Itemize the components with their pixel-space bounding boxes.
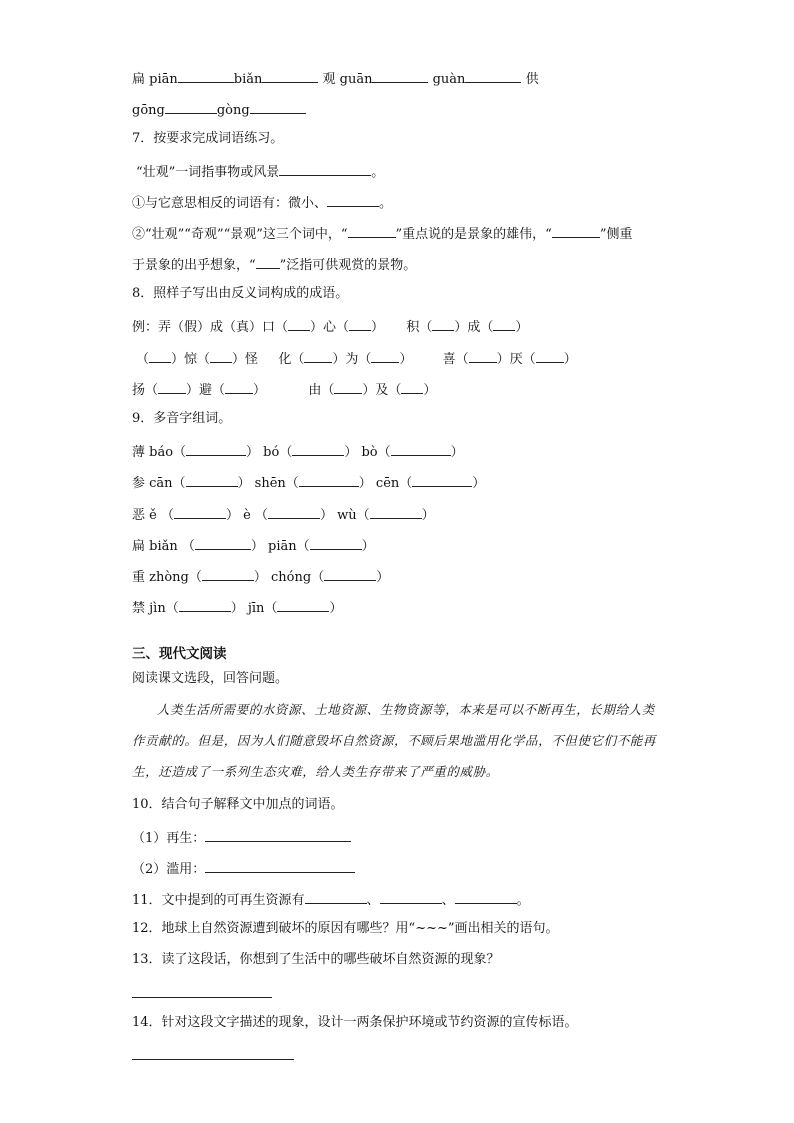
text: ） [329,601,343,616]
q8-title: 8．照样子写出由反义词构成的成语。 [132,286,349,301]
text: 薄 báo（ [132,445,187,460]
text: ） piān（ [250,539,310,554]
answer-blank[interactable] [432,316,454,331]
text: ） bò（ [344,445,391,460]
answer-blank[interactable] [401,379,423,394]
answer-blank[interactable] [391,441,451,456]
answer-blank[interactable] [205,858,355,873]
text: guàn [432,72,466,87]
q12: 12．地球上自然资源遭到破坏的原因有哪些？用“~~~”画出相关的语句。 [132,921,559,936]
answer-blank[interactable] [277,597,329,612]
text: ） wù（ [319,508,370,523]
answer-blank[interactable] [465,68,521,83]
text: 例：弄（假）成（真） [132,320,263,335]
text: 扬（ [132,383,159,398]
text: 由（ [308,383,335,398]
text: ） [515,320,529,335]
text: 扁 biǎn （ [132,539,195,554]
answer-blank[interactable] [349,316,371,331]
answer-blank[interactable] [469,348,497,363]
q9-row-6 [132,597,342,618]
q10-item-1 [132,827,351,848]
answer-blank[interactable] [256,254,280,269]
text: 扁 piān [132,72,178,87]
q6-line-1 [132,68,539,89]
answer-blank[interactable] [202,566,254,581]
text: ） jīn（ [230,601,278,616]
q6-line-2 [132,99,306,120]
text: （ [136,352,150,367]
answer-blank[interactable] [536,348,564,363]
answer-blank[interactable] [279,161,371,176]
text: 供 [525,72,539,87]
text: ）心（ [310,320,350,335]
text: 、 [441,893,455,908]
q7-line-3 [132,223,632,244]
answer-blank[interactable] [371,348,399,363]
text: ）厌（ [496,352,536,367]
text: ）成（ [454,320,494,335]
text: ） [472,476,486,491]
text: ） chóng（ [253,570,325,585]
text: 、 [366,893,380,908]
q9-row-5 [132,566,389,587]
q11 [132,889,530,910]
answer-blank[interactable] [210,348,232,363]
q14-answer-line[interactable] [132,1059,294,1060]
answer-blank[interactable] [158,379,186,394]
q7-title: 7．按要求完成词语练习。 [132,131,284,146]
text: ） [253,383,267,398]
text: 参 cān（ [132,476,186,491]
answer-blank[interactable] [178,68,234,83]
text: 11．文中提到的可再生资源有 [132,893,305,908]
text: ） bó（ [246,445,293,460]
q9-title: 9．多音字组词。 [132,411,232,426]
q9-row-1 [132,441,464,462]
answer-blank[interactable] [372,68,428,83]
text: ） [376,570,390,585]
text: 喜（ [442,352,469,367]
reading-passage: 人类生活所需要的水资源、土地资源、生物资源等，本来是可以不断再生，长期给人类作贡献的。但是，因为人们随意毁坏自然资源，不顾后果地滥用化学品，不但使它们不能再生，还造成了一系列生态灾难，给人类生存带来了严重的威胁。 [132,702,657,779]
q9-row-3 [132,504,435,525]
q8-row-1 [132,316,528,337]
text: 禁 jìn（ [132,601,179,616]
answer-blank[interactable] [186,472,238,487]
text: “壮观”一词指事物或风景 [136,165,280,180]
text: ） è （ [225,508,268,523]
text: 于景象的出乎想象，“ [132,258,256,273]
text: ） cēn（ [358,476,413,491]
text: （2）滥用： [132,862,206,877]
q7-line-4 [132,254,416,275]
text: ）为（ [332,352,372,367]
text: biǎn [233,72,263,87]
q10-item-2 [132,858,355,879]
answer-blank[interactable] [179,597,231,612]
answer-blank[interactable] [304,348,332,363]
text: ）怪 [232,352,259,367]
answer-blank[interactable] [174,504,226,519]
text: ”侧重 [599,227,633,242]
text: （1）再生： [132,831,206,846]
text: 。 [516,893,530,908]
text: 积（ [406,320,433,335]
answer-blank[interactable] [250,99,306,114]
answer-blank[interactable] [165,99,217,114]
answer-blank[interactable] [327,192,379,207]
answer-blank[interactable] [552,223,600,238]
text: ②“壮观”“奇观”“景观”这三个词中，“ [132,227,348,242]
text: 。 [371,165,385,180]
answer-blank[interactable] [324,566,376,581]
text: 口（ [262,320,289,335]
text: 化（ [278,352,305,367]
answer-blank[interactable] [205,827,351,842]
text: ） [421,508,435,523]
answer-blank[interactable] [348,223,396,238]
answer-blank[interactable] [186,441,246,456]
q7-line-2 [132,192,392,213]
answer-blank[interactable] [412,472,472,487]
answer-blank[interactable] [310,535,362,550]
q8-row-2 [136,348,577,369]
answer-blank[interactable] [299,472,359,487]
answer-blank[interactable] [493,316,515,331]
text: ） [399,352,413,367]
answer-blank[interactable] [370,504,422,519]
section-3-title: 三、现代文阅读 [132,646,227,662]
text: 观 guān [322,72,373,87]
section-3-intro: 阅读课文选段，回答问题。 [132,671,289,686]
text: ） shēn（ [237,476,299,491]
q9-row-2 [132,472,485,493]
text: gòng [216,103,250,118]
text: ”重点说的是景象的雄伟，“ [395,227,552,242]
answer-blank[interactable] [380,889,442,904]
answer-blank[interactable] [455,889,517,904]
answer-blank[interactable] [288,316,310,331]
q13: 13．读了这段话，你想到了生活中的哪些破坏自然资源的现象？ [132,952,500,967]
text: 重 zhòng（ [132,570,202,585]
q9-row-4 [132,535,375,556]
answer-blank[interactable] [305,889,367,904]
text: ） [361,539,375,554]
answer-blank[interactable] [149,348,171,363]
q13-answer-line[interactable] [132,997,272,998]
text: 。 [379,196,393,211]
answer-blank[interactable] [262,68,318,83]
text: gōng [132,103,165,118]
q10-title: 10．结合句子解释文中加点的词语。 [132,797,344,812]
text: ①与它意思相反的词语有：微小、 [132,196,328,211]
text: ）避（ [186,383,226,398]
answer-blank[interactable] [334,379,362,394]
text: ”泛指可供观赏的景物。 [279,258,417,273]
text: ） [450,445,464,460]
text: ） [371,320,385,335]
answer-blank[interactable] [292,441,344,456]
q14: 14．针对这段文字描述的现象，设计一两条保护环境或节约资源的宣传标语。 [132,1015,578,1030]
answer-blank[interactable] [268,504,320,519]
answer-blank[interactable] [195,535,251,550]
text: ）及（ [362,383,402,398]
answer-blank[interactable] [225,379,253,394]
text: ） [423,383,437,398]
text: 恶 ě （ [132,508,174,523]
text: ）惊（ [171,352,211,367]
q8-row-3 [132,379,436,400]
text: ） [563,352,577,367]
q7-line-1 [136,161,384,182]
